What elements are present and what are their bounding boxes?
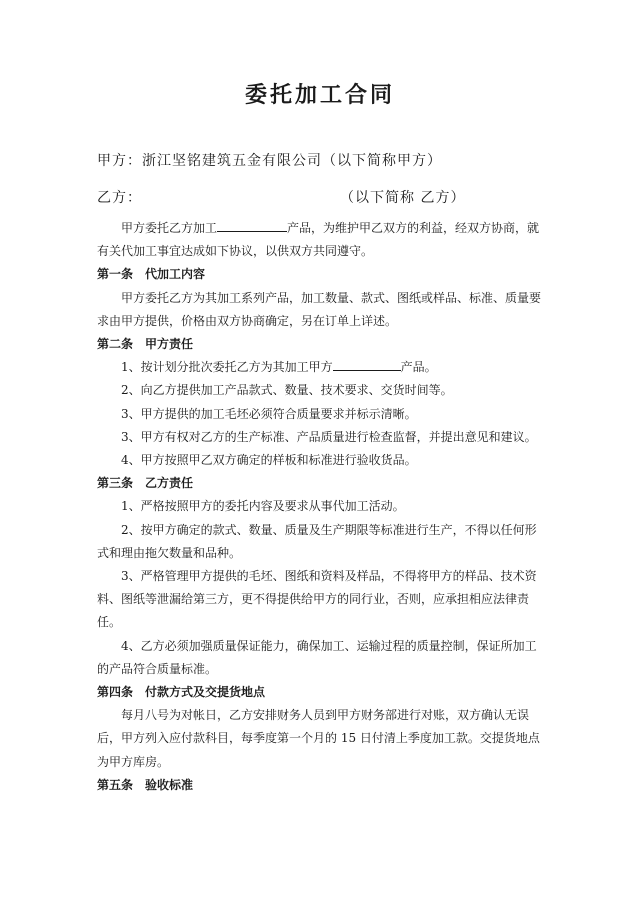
article3-item1: 1、严格按照甲方的委托内容及要求从事代加工活动。 xyxy=(121,499,405,514)
party-b-label: 乙方： xyxy=(97,190,142,206)
intro-text-start: 甲方委托乙方加工 xyxy=(121,221,218,235)
party-a-line xyxy=(97,150,442,170)
article3-item3: 3、严格管理甲方提供的毛坯、图纸和资料及样品，不得将甲方的样品、技术资料、图纸等泄漏给第三方，更不得提供给甲方的同行业，否则，应承担相应法律责任。 xyxy=(97,569,537,630)
party-b-line xyxy=(97,187,497,207)
article5-heading: 第五条 验收标准 xyxy=(97,777,194,792)
article1-text: 甲方委托乙方为其加工系列产品，加工数量、款式、图纸或样品、标准、质量要求由甲方提供，价格由双方协商确定，另在订单上详述。 xyxy=(97,290,542,328)
article1-heading: 第一条 代加工内容 xyxy=(97,267,206,282)
document-title: 委托加工合同 xyxy=(244,82,395,108)
product-blank-2 xyxy=(333,358,401,371)
article2-item2: 2、向乙方提供加工产品款式、数量、技术要求、交货时间等。 xyxy=(121,383,453,398)
article4-text: 每月八号为对帐日，乙方安排财务人员到甲方财务部进行对账，双方确认无误后，甲方列入应付款科目，每季度第一个月的 15 日付清上季度加工款。交提货地点为甲方库房。 xyxy=(97,708,540,769)
article4-heading: 第四条 付款方式及交提货地点 xyxy=(97,685,266,700)
product-blank xyxy=(217,219,287,232)
contract-body xyxy=(97,217,543,797)
article3-heading: 第三条 乙方责任 xyxy=(97,476,194,491)
party-b-note: （以下简称 乙方） xyxy=(340,190,466,206)
article2-heading: 第二条 甲方责任 xyxy=(97,337,194,352)
article3-item2: 2、按甲方确定的款式、数量、质量及生产期限等标准进行生产，不得以任何形式和理由拖欠数量和品种。 xyxy=(97,522,537,560)
article2-item1-start: 1、按计划分批次委托乙方为其加工甲方 xyxy=(121,360,333,375)
article2-item3a: 3、甲方提供的加工毛坯必须符合质量要求并标示清晰。 xyxy=(121,406,417,421)
party-a-name: 浙江坚铭建筑五金有限公司 xyxy=(142,153,322,169)
article2-item3b: 3、甲方有权对乙方的生产标准、产品质量进行检查监督，并提出意见和建议。 xyxy=(121,429,537,444)
intro-text-end: 产品，为维护甲乙双方的利益，经双方协商，就有关代加工事宜达成如下协议，以供双方共同遵守。 xyxy=(97,221,540,259)
party-a-label: 甲方： xyxy=(97,153,142,169)
article2-item4: 4、甲方按照甲乙双方确定的样板和标准进行验收货品。 xyxy=(121,453,417,468)
intro-paragraph xyxy=(97,217,543,263)
article2-item1-end: 产品。 xyxy=(400,360,437,375)
article2-item1 xyxy=(97,356,543,379)
party-a-note: （以下简称甲方） xyxy=(322,153,442,169)
article3-item4: 4、乙方必须加强质量保证能力，确保加工、运输过程的质量控制，保证所加工的产品符合质量标准。 xyxy=(97,638,537,676)
